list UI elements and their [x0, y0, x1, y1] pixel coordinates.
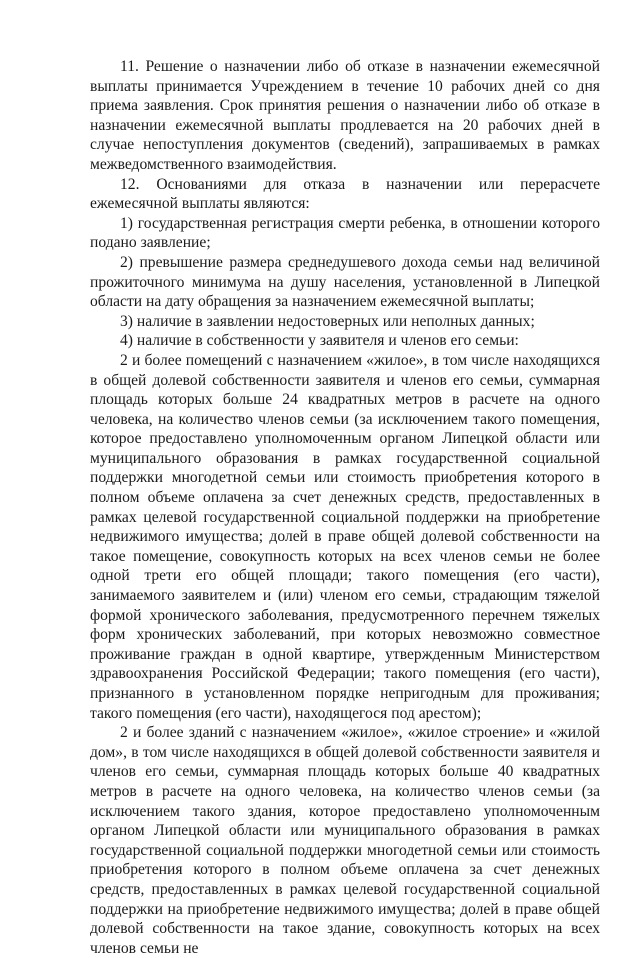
list-item-income-excess: 2) превышение размера среднедушевого дохода семьи над величиной прожиточного минимума на душу населения, установленной в Липецкой области на дату обращения за назначением ежемесячной выплаты; [90, 253, 600, 311]
sub-item-residential-buildings: 2 и более зданий с назначением «жилое», «жилое строение» и «жилой дом», в том числе находящихся в общей долевой собственности заявителя и членов его семьи, суммарная площадь которых больше 40 квадратных метров в расчете на одного человека, на количество членов семьи (за исключением такого здания, которое предоставлено уполномоченным органом Липецкой области или муниципального образования в рамках государственной социальной поддержки многодетной семьи или стоимость приобретения которого в полном объеме оплачена за счет денежных средств, предоставленных в рамках целевой государственной социальной поддержки на приобретение недвижимого имущества; долей в праве общей долевой собственности на такое здание, совокупность которых на всех членов семьи не [90, 724, 600, 957]
paragraph-12-refusal-grounds: 12. Основаниями для отказа в назначении или перерасчете ежемесячной выплаты являются: [90, 175, 600, 213]
list-item-invalid-data: 3) наличие в заявлении недостоверных или неполных данных; [120, 312, 535, 330]
list-item-child-death: 1) государственная регистрация смерти ребенка, в отношении которого подано заявление; [90, 214, 600, 252]
list-item-property-ownership: 4) наличие в собственности у заявителя и членов его семьи: [120, 332, 519, 350]
document-body [90, 57, 600, 958]
paragraph-11-decision-deadline: 11. Решение о назначении либо об отказе в назначении ежемесячной выплаты принимается Учреждением в течение 10 рабочих дней со дня приема заявления. Срок принятия решения о назначении либо об отказе в назначении ежемесячной выплаты продлевается на 20 рабочих дней в случае непоступления документов (сведений), запрашиваемых в рамках межведомственного взаимодействия. [90, 58, 600, 173]
sub-item-residential-premises: 2 и более помещений с назначением «жилое», в том числе находящихся в общей долевой собственности заявителя и членов его семьи, суммарная площадь которых больше 24 квадратных метров в расчете на одного человека, на количество членов семьи (за исключением такого помещения, которое предоставлено уполномоченным органом Липецкой области или муниципального образования в рамках государственной социальной поддержки многодетной семьи или стоимость приобретения которого в полном объеме оплачена за счет денежных средств, предоставленных в рамках целевой государственной социальной поддержки на приобретение недвижимого имущества; долей в праве общей долевой собственности на такое помещение, совокупность которых на всех членов семьи не более одной трети его общей площади; такого помещения (его части), занимаемого заявителем и (или) членом его семьи, страдающим тяжелой формой хронического заболевания, предусмотренного перечнем тяжелых форм хронических заболеваний, при которых невозможно совместное проживание граждан в одной квартире, утвержденным Министерством здравоохранения Российской Федерации; такого помещения (его части), признанного в установленном порядке непригодным для проживания; такого помещения (его части), находящегося под арестом); [90, 351, 600, 722]
